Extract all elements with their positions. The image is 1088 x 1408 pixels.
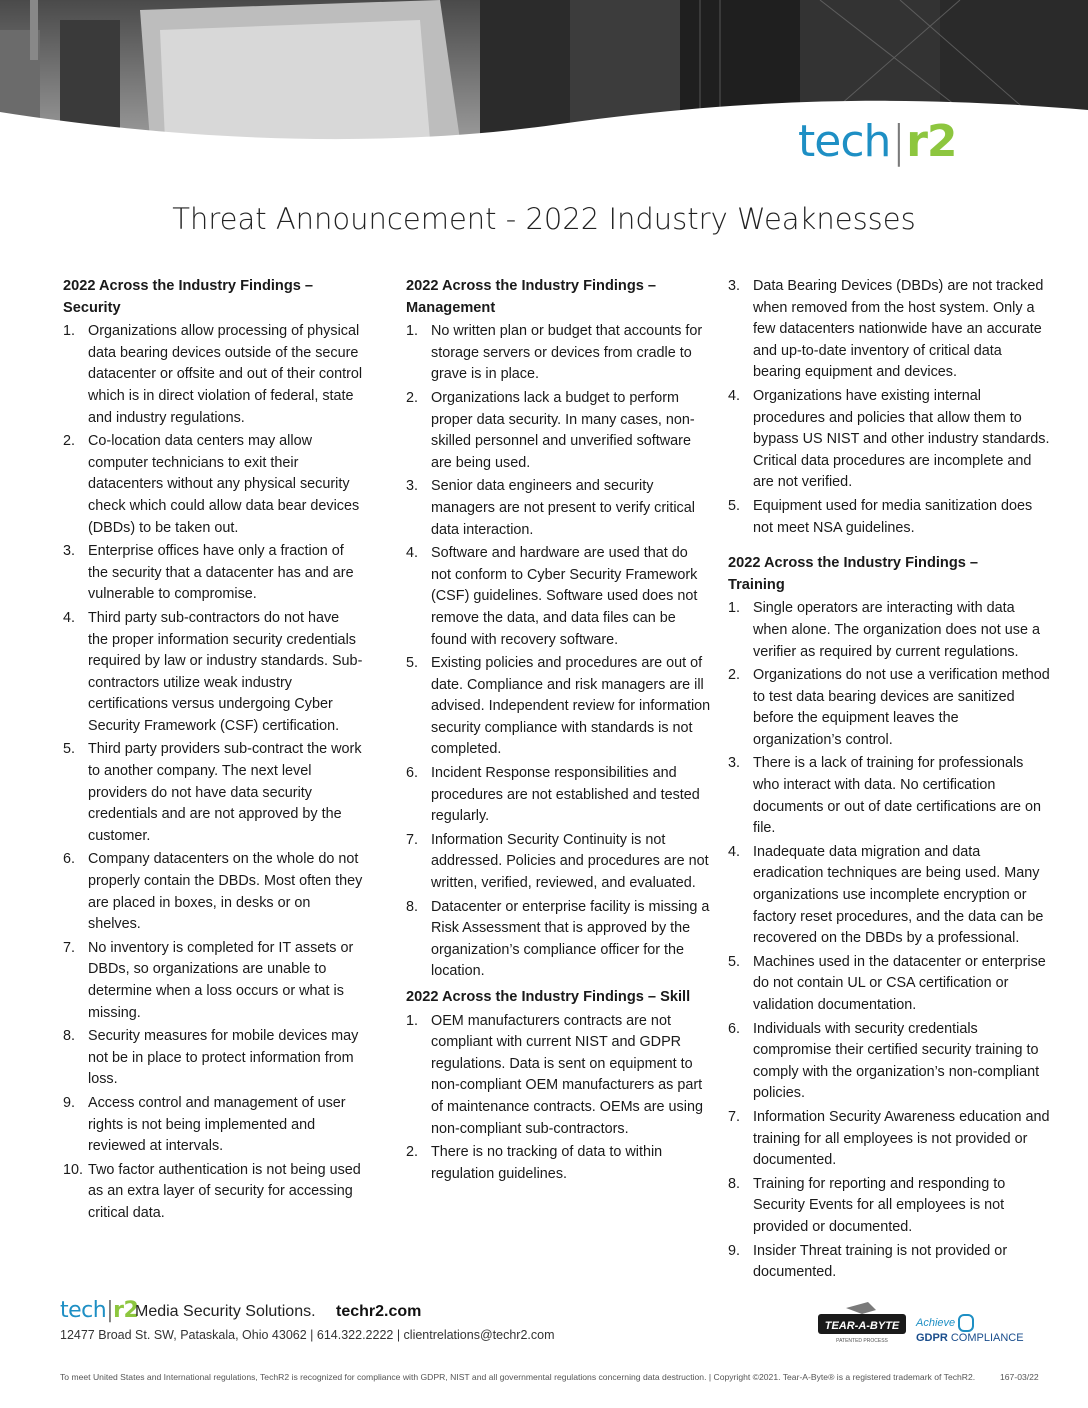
- gdpr-text: GDPR: [916, 1332, 948, 1344]
- list-item: 9. Insider Threat training is not provided or documented.: [728, 1242, 1008, 1281]
- tear-a-byte-subtext: PATENTED PROCESS: [836, 1338, 888, 1344]
- column-management-continued-training: [728, 276, 1050, 1286]
- column-management-skill: [406, 276, 711, 1187]
- list-item: 6. Incident Response responsibilities and procedures are not established and tested regularly.: [406, 765, 700, 825]
- management-continued-list: [728, 276, 1050, 539]
- list-item: 8. Datacenter or enterprise facility is missing a Risk Assessment that is approved by the organization’s compliance officer for the location.: [406, 898, 710, 980]
- list-item: 2. Organizations lack a budget to perform proper data security. In many cases, non-skilled personnel and unverified software are being used.: [406, 389, 695, 471]
- gdpr-achieve-text: Achieve: [916, 1316, 956, 1329]
- document-code: 167-03/22: [1000, 1372, 1039, 1382]
- training-findings-list: [728, 598, 1050, 1283]
- list-item: 4. Organizations have existing internal procedures and policies that allow them to bypass US NIST and other industry standards. Critical data procedures are incomplete and are not verified.: [728, 387, 1050, 491]
- list-item: 3. Data Bearing Devices (DBDs) are not tracked when removed from the host system. Only a few datacenters nationwide have an accurate and up-to-date inventory of critical data bearing equipment and devices.: [728, 278, 1044, 381]
- list-item: 7. No inventory is completed for IT assets or DBDs, so organizations are unable to determine when a loss occurs or what is missing.: [63, 939, 354, 1021]
- list-item: 2. Co-location data centers may allow computer technicians to exit their datacenters without any physical security check which could allow data bear devices (DBDs) to be taken out.: [63, 433, 360, 536]
- section-heading-skill: 2022 Across the Industry Findings – Skill: [406, 989, 691, 1005]
- list-item: 4. Software and hardware are used that do not conform to Cyber Security Framework (CSF) guidelines. Software used does not remove the data, and data files can be found with recovery software.: [406, 545, 698, 648]
- list-item: 9. Access control and management of user rights is not being implemented and reviewed at intervals.: [63, 1094, 346, 1155]
- list-item: 2. There is no tracking of data to within regulation guidelines.: [406, 1144, 663, 1182]
- list-item: 3. Senior data engineers and security managers are not present to verify critical data interaction.: [406, 478, 695, 538]
- list-item: 6. Company datacenters on the whole do not properly contain the DBDs. Most often they are placed in boxes, in desks or on shelves.: [63, 851, 363, 933]
- list-item: 7. Information Security Awareness education and training for all employees is not provided or documented.: [728, 1108, 1050, 1169]
- gdpr-compliance-text: COMPLIANCE: [950, 1332, 1024, 1344]
- list-item: 5. Equipment used for media sanitization does not meet NSA guidelines.: [728, 497, 1033, 536]
- list-item: 1. Single operators are interacting with data when alone. The organization does not use a verifier as required by current regulations.: [728, 600, 1040, 660]
- footer-tagline: Media Security Solutions.: [135, 1303, 316, 1320]
- techr2-logo: tech|r2: [798, 116, 957, 167]
- skill-findings-list: [406, 1011, 711, 1186]
- list-item: 4. Inadequate data migration and data eradication techniques are being used. Many organizations use incomplete encryption or factory reset procedures, and the data can be recovered on the DBDs by a professional.: [728, 843, 1044, 947]
- gdpr-compliance-badge: [916, 1314, 1024, 1344]
- security-findings-list: [63, 321, 363, 1224]
- list-item: 6. Individuals with security credentials compromise their certified security training to comply with the organization’s non-compliant policies.: [728, 1020, 1040, 1102]
- section-heading-management: 2022 Across the Industry Findings – Management: [406, 278, 657, 316]
- list-item: 1. Organizations allow processing of physical data bearing devices outside of the secure datacenter or offsite and out of their control which is in direct violation of federal, state and industry regulations.: [63, 323, 363, 426]
- management-findings-list: [406, 321, 711, 983]
- section-heading-training: 2022 Across the Industry Findings – Training: [728, 555, 979, 593]
- list-item: 3. There is a lack of training for professionals who interact with data. No certification documents or out of date certifications are on file.: [728, 755, 1041, 837]
- list-item: 10. Two factor authentication is not being used as an extra layer of security for accessing critical data.: [63, 1161, 361, 1221]
- list-item: 5. Existing policies and procedures are out of date. Compliance and risk managers are ill advised. Independent review for information security compliance with standards is not completed.: [406, 655, 711, 758]
- tear-a-byte-text: TEAR-A-BYTE: [824, 1320, 900, 1332]
- gdpr-shield-icon: [958, 1314, 974, 1332]
- tear-a-byte-logo: [816, 1300, 908, 1349]
- page-title: Threat Announcement - 2022 Industry Weaknesses: [172, 202, 916, 236]
- list-item: 1. OEM manufacturers contracts are not compliant with current NIST and GDPR regulations. Data is sent on equipment to non-compliant OEM manufacturers as part of maintenance contracts. OEMs are using non-compliant sub-contractors.: [406, 1012, 703, 1137]
- footer-legal-text: To meet United States and International regulations, TechR2 is recognized for compliance with GDPR, NIST and all governmental regulations concerning data destruction. | Copyright ©2021. Tear-A-Byte® is a registered trademark of TechR2.: [60, 1372, 976, 1382]
- list-item: 4. Third party sub-contractors do not have the proper information security credentials required by law or industry standards. Sub-contractors utilize weak industry certifications versus undergoing Cyber Security Framework (CSF) certification.: [63, 609, 363, 734]
- footer-techr2-logo: tech|r2: [60, 1298, 139, 1323]
- list-item: 5. Machines used in the datacenter or enterprise do not contain UL or CSA certification or validation documentation.: [728, 953, 1046, 1013]
- list-item: 1. No written plan or budget that accounts for storage servers or devices from cradle to grave is in place.: [406, 323, 703, 383]
- column-security: [63, 276, 363, 1227]
- footer-website-link[interactable]: techr2.com: [336, 1303, 422, 1320]
- list-item: 5. Third party providers sub-contract the work to another company. The next level providers do not have data security credentials and are not approved by the customer.: [63, 741, 362, 844]
- list-item: 8. Security measures for mobile devices may not be in place to protect information from loss.: [63, 1028, 359, 1088]
- list-item: 3. Enterprise offices have only a fraction of the security that a datacenter has and are vulnerable to compromise.: [63, 543, 354, 603]
- section-heading-security: 2022 Across the Industry Findings – Security: [63, 278, 314, 316]
- list-item: 7. Information Security Continuity is not addressed. Policies and procedures are not written, verified, reviewed, and evaluated.: [406, 831, 709, 892]
- footer-contact-address: 12477 Broad St. SW, Pataskala, Ohio 43062 | 614.322.2222 | clientrelations@techr2.com: [60, 1328, 555, 1342]
- list-item: 8. Training for reporting and responding to Security Events for all employees is not provided or documented.: [728, 1175, 1006, 1235]
- list-item: 2. Organizations do not use a verification method to test data bearing devices are sanitized before the equipment leaves the organization’s control.: [728, 667, 1050, 748]
